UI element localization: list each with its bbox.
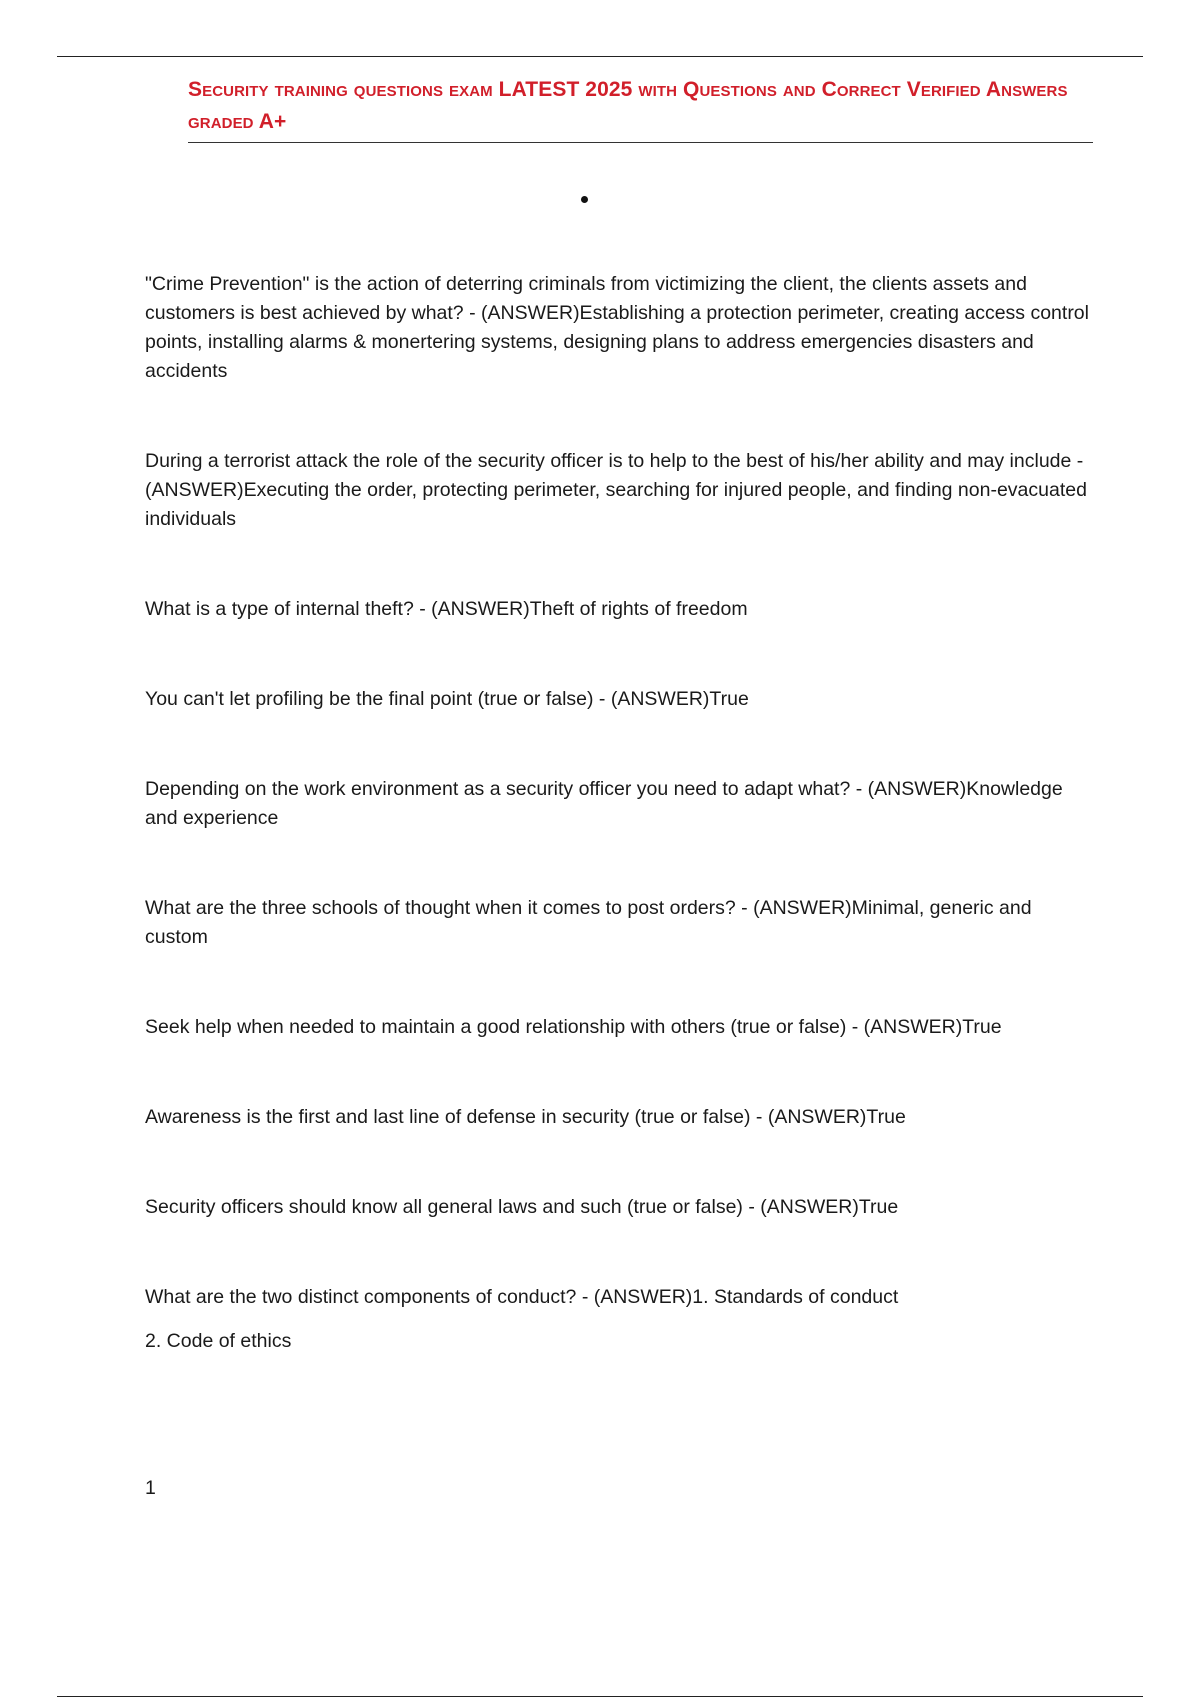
- bullet-point: [581, 196, 588, 203]
- qa-item: Security officers should know all general laws and such (true or false) - (ANSWER)True: [145, 1196, 899, 1218]
- qa-item: Awareness is the first and last line of defense in security (true or false) - (ANSWER)True: [145, 1106, 906, 1128]
- qa-item: What are the two distinct components of conduct? - (ANSWER)1. Standards of conduct: [145, 1286, 899, 1308]
- qa-item: Depending on the work environment as a security officer you need to adapt what? - (ANSWER)Knowledge and experience: [145, 778, 1063, 829]
- title-part-2: LATEST 2025: [498, 78, 633, 101]
- qa-item: What are the three schools of thought when it comes to post orders? - (ANSWER)Minimal, generic and custom: [145, 897, 1032, 948]
- qa-item: Seek help when needed to maintain a good relationship with others (true or false) - (ANSWER)True: [145, 1016, 1002, 1038]
- document-title: [188, 74, 1093, 143]
- qa-item: You can't let profiling be the final point (true or false) - (ANSWER)True: [145, 688, 749, 710]
- footer-rule: [57, 1696, 1143, 1697]
- qa-item: What is a type of internal theft? - (ANSWER)Theft of rights of freedom: [145, 598, 748, 620]
- page-number: 1: [145, 1477, 156, 1499]
- qa-item: During a terrorist attack the role of the security officer is to help to the best of his/her ability and may include - (ANSWER)Executing the order, protecting perimeter, searching for injured people, and finding non-evacuated individuals: [145, 450, 1087, 530]
- qa-list: [145, 270, 1090, 1356]
- title-part-3: with Questions and Correct Verified Answers graded A+: [188, 78, 1068, 133]
- qa-item-continuation: 2. Code of ethics: [145, 1330, 292, 1352]
- title-part-1: Security training questions exam: [188, 78, 499, 101]
- qa-item: "Crime Prevention" is the action of deterring criminals from victimizing the client, the clients assets and customers is best achieved by what? - (ANSWER)Establishing a protection perimeter, creating access control points, installing alarms & monertering systems, designing plans to address emergencies disasters and accidents: [145, 273, 1089, 382]
- header-rule: [57, 56, 1143, 57]
